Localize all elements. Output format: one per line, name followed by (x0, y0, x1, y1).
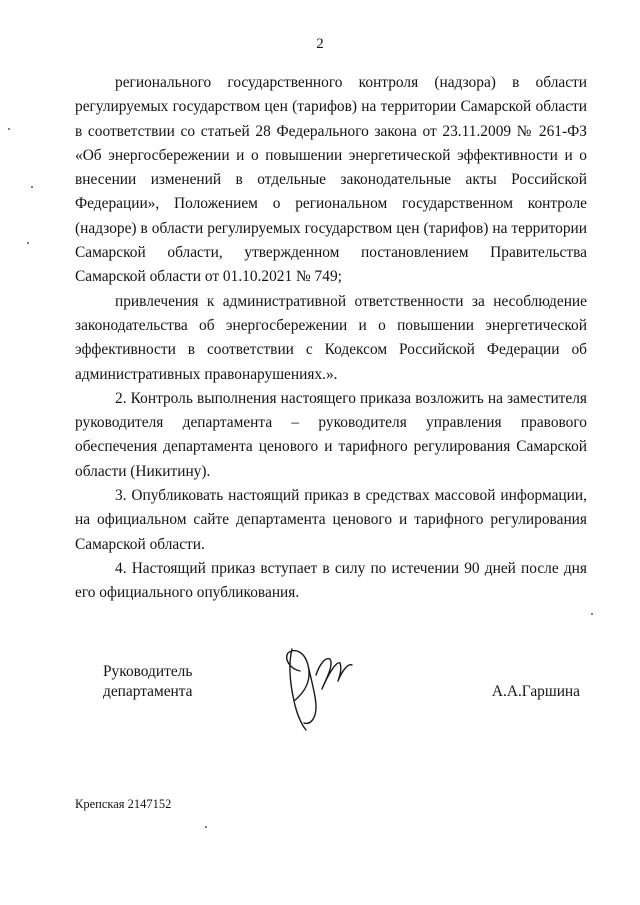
scan-speck (205, 826, 207, 828)
signatory-name: А.А.Гаршина (491, 683, 580, 700)
scan-speck (31, 186, 33, 188)
signatory-position-line2: департамента (103, 683, 193, 700)
executor-note: Крепская 2147152 (75, 797, 172, 811)
signatory-position-line1: Руководитель (103, 663, 193, 680)
scan-speck (591, 613, 593, 615)
paragraph-control-continuation: регионального государственного контроля (надзора) в области регулируемых государством цен (тарифов) на территории Самарской области в соответствии со статьей 28 Федерального закона от 23.11.2009 № 261-ФЗ «Об энергосбережении и о повышении энергетической эффективности и о внесении изменений в отдельные законодательные акты Российской Федерации», Положением о региональном государственном контроле (надзоре) в области регулируемых государством цен (тарифов) на территории Самарской области, утвержденном постановлением Правительства Самарской области от 01.10.2021 № 749; (75, 74, 587, 286)
paragraph-2-control: 2. Контроль выполнения настоящего приказа возложить на заместителя руководителя департамента – руководителя управления правового обеспечения департамента ценового и тарифного регулирования Самарской области (Никитину). (75, 389, 587, 480)
page-number: 2 (316, 36, 324, 52)
document-body (75, 71, 587, 606)
handwritten-signature (282, 635, 354, 733)
paragraph-liability: привлечения к административной ответственности за несоблюдение законодательства об энергосбережении и о повышении энергетической эффективности в соответствии с Кодексом Российской Федерации об административных правонарушениях.». (75, 292, 587, 383)
paragraph-3-publish: 3. Опубликовать настоящий приказ в средствах массовой информации, на официальном сайте департамента ценового и тарифного регулирования Самарской области. (75, 487, 587, 553)
scan-speck (27, 242, 29, 244)
signatory-position (103, 662, 193, 702)
scan-speck (8, 128, 10, 130)
paragraph-4-effective: 4. Настоящий приказ вступает в силу по истечении 90 дней после дня его официального опубликования. (75, 559, 587, 602)
